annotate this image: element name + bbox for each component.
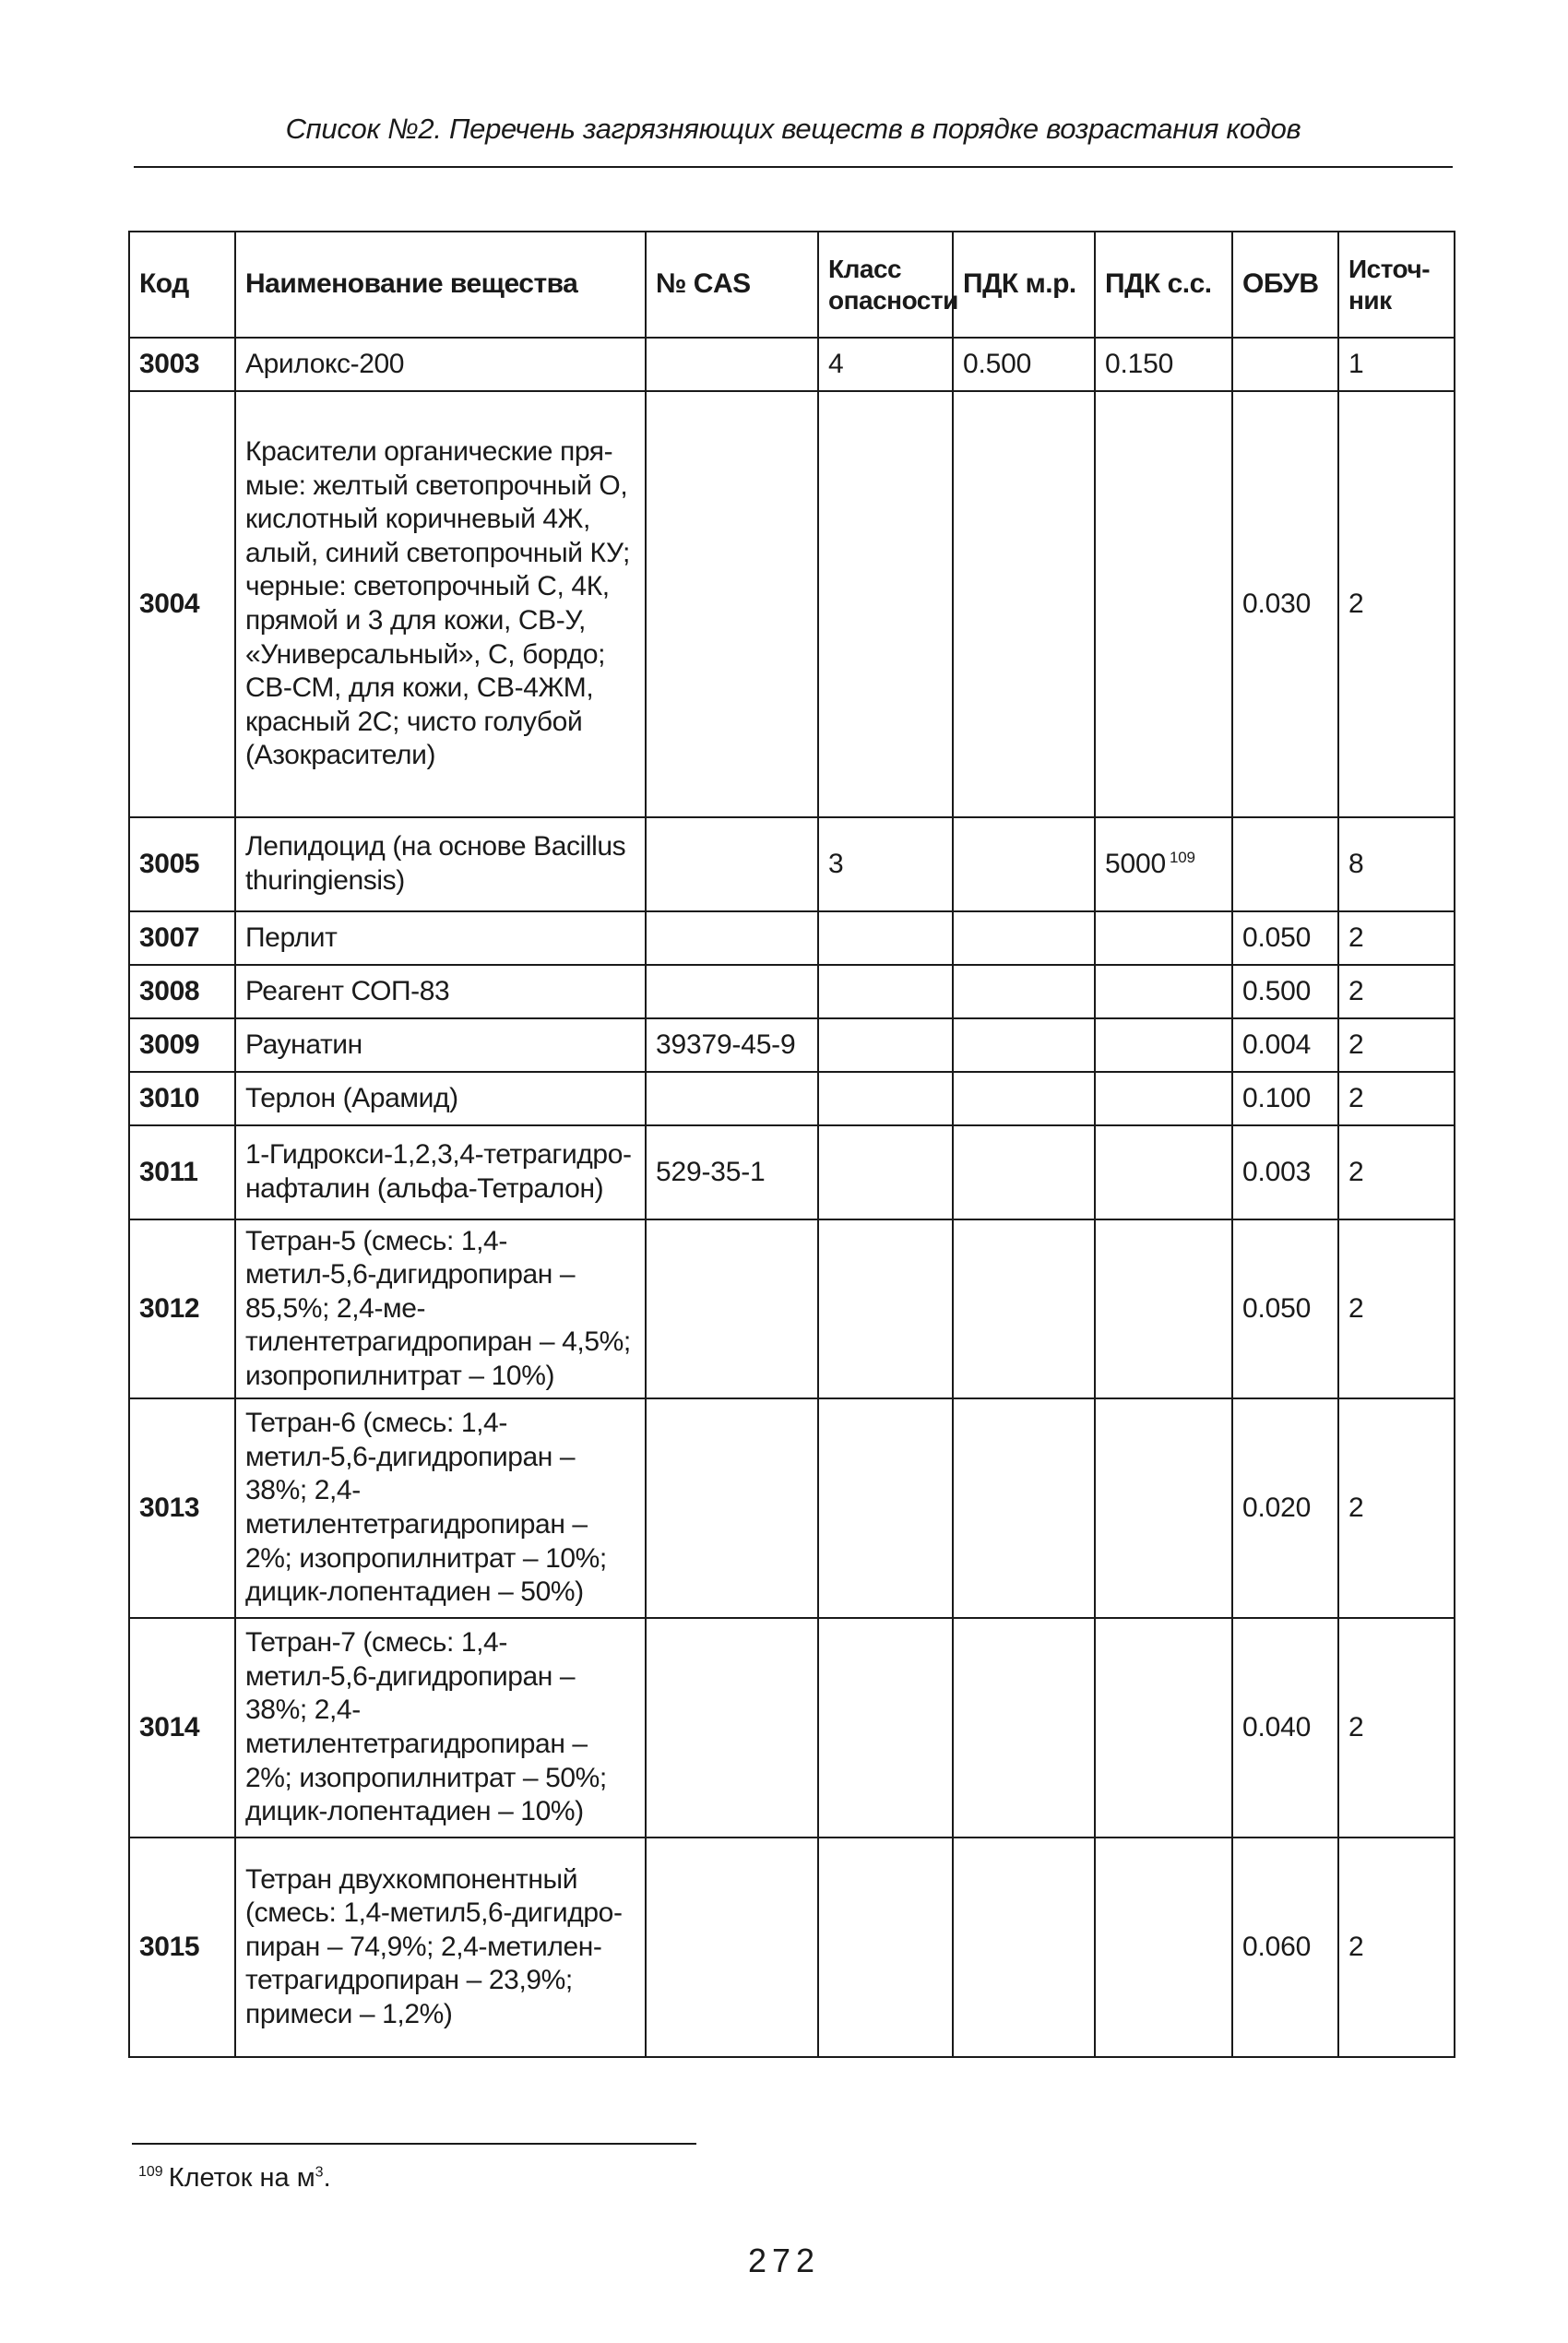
cell-code: 3005 (129, 817, 235, 911)
cell-obuv: 0.500 (1232, 965, 1338, 1018)
header-pdk-mr: ПДК м.р. (953, 232, 1095, 338)
substances-table (128, 231, 1455, 2058)
cell-hazard-class (818, 1618, 953, 1838)
cell-cas (646, 1398, 818, 1618)
cell-pdk-ss (1095, 965, 1232, 1018)
cell-hazard-class (818, 1018, 953, 1072)
cell-hazard-class: 4 (818, 338, 953, 391)
header-name: Наименование вещества (235, 232, 646, 338)
cell-obuv (1232, 338, 1338, 391)
cell-cas (646, 1838, 818, 2057)
cell-obuv: 0.050 (1232, 911, 1338, 965)
cell-source: 2 (1338, 391, 1455, 817)
cell-cas (646, 817, 818, 911)
cell-hazard-class: 3 (818, 817, 953, 911)
cell-obuv (1232, 817, 1338, 911)
cell-hazard-class (818, 1398, 953, 1618)
cell-code: 3007 (129, 911, 235, 965)
cell-pdk-mr (953, 911, 1095, 965)
cell-code: 3009 (129, 1018, 235, 1072)
cell-name: Лепидоцид (на основе Bacillus thuringiensis) (235, 817, 646, 911)
cell-name: Тетран-7 (смесь: 1,4-метил-5,6-дигидропиран – 38%; 2,4-метилентетрагидропиран – 2%; изопропилнитрат – 50%; дицик-лопентадиен – 10%) (235, 1618, 646, 1838)
cell-cas (646, 1219, 818, 1398)
cell-cas (646, 338, 818, 391)
cell-pdk-ss-with-note (1095, 817, 1232, 911)
header-hazard-class: Класс опасности (818, 232, 953, 338)
cell-name: Арилокс-200 (235, 338, 646, 391)
table-row (129, 1398, 1455, 1618)
table-row (129, 1618, 1455, 1838)
cell-hazard-class (818, 1838, 953, 2057)
cell-code: 3004 (129, 391, 235, 817)
cell-hazard-class (818, 965, 953, 1018)
cell-source: 2 (1338, 1398, 1455, 1618)
cell-pdk-mr (953, 817, 1095, 911)
cell-pdk-mr (953, 965, 1095, 1018)
cell-source: 2 (1338, 911, 1455, 965)
cell-pdk-mr (953, 1018, 1095, 1072)
header-code: Код (129, 232, 235, 338)
table-row (129, 1072, 1455, 1125)
cell-pdk-ss (1095, 1219, 1232, 1398)
cell-pdk-ss (1095, 1398, 1232, 1618)
cell-source: 2 (1338, 1018, 1455, 1072)
cell-source: 2 (1338, 1125, 1455, 1219)
header-rule (134, 166, 1453, 168)
table-row (129, 965, 1455, 1018)
cell-cas: 529-35-1 (646, 1125, 818, 1219)
cell-obuv: 0.050 (1232, 1219, 1338, 1398)
cell-obuv: 0.020 (1232, 1398, 1338, 1618)
cell-pdk-ss (1095, 1018, 1232, 1072)
table-row (129, 1125, 1455, 1219)
cell-pdk-ss (1095, 391, 1232, 817)
cell-code: 3008 (129, 965, 235, 1018)
cell-pdk-ss (1095, 1125, 1232, 1219)
cell-pdk-ss (1095, 911, 1232, 965)
cell-obuv: 0.060 (1232, 1838, 1338, 2057)
table-row (129, 338, 1455, 391)
footnote (138, 2163, 331, 2194)
table-row (129, 911, 1455, 965)
cell-hazard-class (818, 391, 953, 817)
cell-obuv: 0.030 (1232, 391, 1338, 817)
cell-pdk-ss (1095, 1838, 1232, 2057)
header-cas: № CAS (646, 232, 818, 338)
cell-hazard-class (818, 911, 953, 965)
cell-pdk-mr: 0.500 (953, 338, 1095, 391)
cell-hazard-class (818, 1219, 953, 1398)
table-row (129, 1219, 1455, 1398)
cell-pdk-mr (953, 1618, 1095, 1838)
cell-code: 3012 (129, 1219, 235, 1398)
footnote-text: Клеток на м (168, 2163, 315, 2193)
cell-pdk-mr (953, 391, 1095, 817)
cell-pdk-mr (953, 1838, 1095, 2057)
cell-pdk-mr (953, 1072, 1095, 1125)
cell-source: 2 (1338, 1219, 1455, 1398)
cell-code: 3014 (129, 1618, 235, 1838)
cell-pdk-ss: 0.150 (1095, 338, 1232, 391)
cell-pdk-ss (1095, 1618, 1232, 1838)
cell-name: Тетран-5 (смесь: 1,4-метил-5,6-дигидропиран – 85,5%; 2,4-ме-тилентетрагидропиран – 4,5%; изопропилнитрат – 10%) (235, 1219, 646, 1398)
cell-hazard-class (818, 1072, 953, 1125)
footnote-tail: . (323, 2163, 331, 2193)
cell-source: 8 (1338, 817, 1455, 911)
page-number: 272 (747, 2242, 821, 2279)
cell-source: 1 (1338, 338, 1455, 391)
table-row (129, 1018, 1455, 1072)
footnote-rule (132, 2143, 696, 2145)
cell-pdk-mr (953, 1398, 1095, 1618)
cell-source: 2 (1338, 1618, 1455, 1838)
cell-code: 3013 (129, 1398, 235, 1618)
cell-cas (646, 1072, 818, 1125)
cell-name: Тетран-6 (смесь: 1,4-метил-5,6-дигидропиран – 38%; 2,4-метилентетрагидропиран – 2%; изопропилнитрат – 10%; дицик-лопентадиен – 50%) (235, 1398, 646, 1618)
cell-code: 3003 (129, 338, 235, 391)
footnote-exponent: 3 (315, 2164, 324, 2181)
cell-obuv: 0.100 (1232, 1072, 1338, 1125)
cell-name: Реагент СОП-83 (235, 965, 646, 1018)
cell-code: 3010 (129, 1072, 235, 1125)
cell-name: Терлон (Арамид) (235, 1072, 646, 1125)
cell-cas (646, 911, 818, 965)
cell-obuv: 0.003 (1232, 1125, 1338, 1219)
table-row (129, 817, 1455, 911)
cell-pdk-mr (953, 1219, 1095, 1398)
cell-name: Раунатин (235, 1018, 646, 1072)
header-pdk-ss: ПДК с.с. (1095, 232, 1232, 338)
cell-name: Тетран двухкомпонентный (смесь: 1,4-метил5,6-дигидро-пиран – 74,9%; 2,4-метилен-тетрагидропиран – 23,9%; примеси – 1,2%) (235, 1838, 646, 2057)
table-header-row (129, 232, 1455, 338)
cell-name: Перлит (235, 911, 646, 965)
running-title: Список №2. Перечень загрязняющих веществ в порядке возрастания кодов (285, 113, 1301, 145)
cell-cas (646, 1618, 818, 1838)
cell-cas: 39379-45-9 (646, 1018, 818, 1072)
cell-hazard-class (818, 1125, 953, 1219)
cell-name: Красители органические пря-мые: желтый светопрочный О, кислотный коричневый 4Ж, алый, синий светопрочный КУ; черные: светопрочный С, 4К, прямой и 3 для кожи, СВ-У, «Универсальный», С, бордо; СВ-СМ, для кожи, СВ-4ЖМ, красный 2С; чисто голубой (Азокрасители) (235, 391, 646, 817)
cell-cas (646, 965, 818, 1018)
footnote-reference: 109 (1169, 848, 1195, 866)
cell-source: 2 (1338, 1838, 1455, 2057)
pdk-ss-value: 5000 (1105, 848, 1166, 879)
table-row (129, 391, 1455, 817)
footnote-marker: 109 (138, 2164, 163, 2181)
header-source: Источ- ник (1338, 232, 1455, 338)
cell-obuv: 0.004 (1232, 1018, 1338, 1072)
table-row (129, 1838, 1455, 2057)
cell-source: 2 (1338, 1072, 1455, 1125)
cell-cas (646, 391, 818, 817)
cell-source: 2 (1338, 965, 1455, 1018)
cell-pdk-mr (953, 1125, 1095, 1219)
cell-pdk-ss (1095, 1072, 1232, 1125)
cell-code: 3015 (129, 1838, 235, 2057)
cell-name: 1-Гидрокси-1,2,3,4-тетрагидро-нафталин (альфа-Тетралон) (235, 1125, 646, 1219)
cell-obuv: 0.040 (1232, 1618, 1338, 1838)
header-obuv: ОБУВ (1232, 232, 1338, 338)
cell-code: 3011 (129, 1125, 235, 1219)
